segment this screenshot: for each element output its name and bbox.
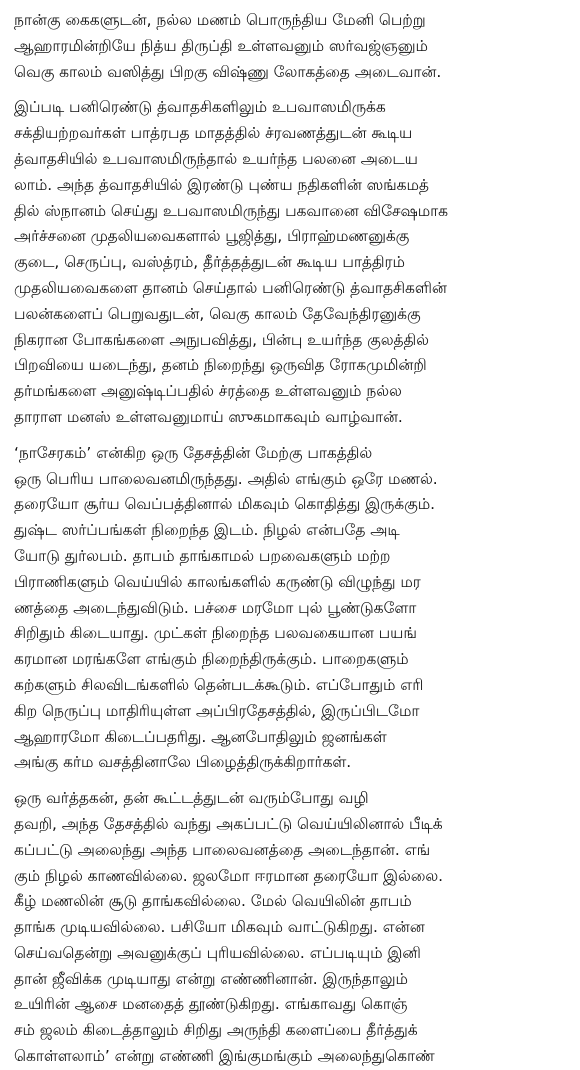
text-line: கொள்ளலாம்’ என்று எண்ணி இங்குமங்கும் அலைந்துகொண்: [14, 1047, 435, 1066]
paragraph-2: [14, 95, 570, 430]
text-line: கும் நிழல் காணவில்லை. ஜலமோ ஈரமான தரையோ இல்லை.: [14, 866, 444, 885]
text-line: த்வாதசியில் உபவாஸமிருந்தால் உயர்ந்த பலனை அடைய: [14, 149, 418, 168]
text-line: கப்பட்டு அலைந்து அந்த பாலைவனத்தை அடைந்தான். எங்: [14, 840, 431, 859]
text-line: தவறி, அந்த தேசத்தில் வந்து அகப்பட்டு வெய்யிலினால் பீடிக்: [14, 814, 443, 833]
text-line: இப்படி பனிரெண்டு த்வாதசிகளிலும் உபவாஸமிருக்க: [14, 98, 386, 117]
text-line: ஆஹாரமோ கிடைப்பதரிது. ஆனபோதிலும் ஜனங்கள்: [14, 727, 387, 746]
text-line: அர்ச்சனை முதலியவைகளால் பூஜித்து, பிராஹ்மணனுக்கு: [14, 227, 410, 246]
text-line: முதலியவைகளை தானம் செய்தால் பனிரெண்டு த்வாதசிகளின்: [14, 278, 447, 297]
text-line: கீழ் மணலின் சூடு தாங்கவில்லை. மேல் வெயிலின் தாபம்: [14, 892, 412, 911]
paragraph-3: [14, 441, 570, 776]
text-line: பிறவியை யடைந்து, தனம் நிறைந்து ஒருவித ரோகமுமின்றி: [14, 356, 427, 375]
text-line: தான் ஜீவிக்க முடியாது என்று எண்ணினான். இருந்தாலும்: [14, 969, 408, 988]
text-line: ணத்தை அடைந்துவிடும். பச்சை மரமோ புல் பூண்டுகளோ: [14, 598, 417, 617]
text-line: தாங்க முடியவில்லை. பசியோ மிகவும் வாட்டுகிறது. என்ன: [14, 918, 425, 937]
text-line: யோடு துர்லபம். தாபம் தாங்காமல் பறவைகளும் மற்ற: [14, 546, 391, 565]
text-line: லாம். அந்த த்வாதசியில் இரண்டு புண்ய நதிகளின் ஸங்கமத்: [14, 175, 429, 194]
text-line: கரமான மரங்களே எங்கும் நிறைந்திருக்கும். பாறைகளும்: [14, 650, 409, 669]
text-line: நிகரான போகங்களை அநுபவித்து, பின்பு உயர்ந்த குலத்தில்: [14, 330, 429, 349]
text-line: வெகு காலம் வஸித்து பிறகு விஷ்ணு லோகத்தை அடைவான்.: [14, 62, 442, 81]
text-line: தில் ஸ்நானம் செய்து உபவாஸமிருந்து பகவானை விசேஷமாக: [14, 201, 449, 220]
text-line: துஷ்ட ஸர்ப்பங்கள் நிறைந்த இடம். நிழல் என்பதே அடி: [14, 521, 400, 540]
text-line: உயிரின் ஆசை மனதைத் தூண்டுகிறது. எங்காவது கொஞ்: [14, 995, 408, 1014]
text-line: தர்மங்களை அனுஷ்டிப்பதில் ச்ரத்தை உள்ளவனும் நல்ல: [14, 382, 402, 401]
text-line: நான்கு கைகளுடன், நல்ல மணம் பொருந்திய மேனி பெற்று: [14, 11, 426, 29]
text-line: சக்தியற்றவர்கள் பாத்ரபத மாதத்தில் ச்ரவணத்துடன் கூடிய: [14, 124, 413, 143]
text-line: ‘நாசேரகம்’ என்கிற ஒரு தேசத்தின் மேற்கு பாகத்தில்: [14, 443, 373, 462]
text-line: சம் ஜலம் கிடைத்தாலும் சிறிது அருந்தி களைப்பை தீர்த்துக்: [14, 1021, 418, 1040]
text-line: அங்கு கர்ம வசத்தினாலே பிழைத்திருக்கிறார்கள்.: [14, 753, 352, 772]
text-line: குடை, செருப்பு, வஸ்த்ரம், தீர்த்தத்துடன் கூடிய பாத்திரம்: [14, 253, 405, 272]
text-line: பலன்களைப் பெறுவதுடன், வெகு காலம் தேவேந்திரனுக்கு: [14, 304, 421, 323]
text-line: சிறிதும் கிடையாது. முட்கள் நிறைந்த பலவகையான பயங்: [14, 624, 417, 643]
text-line: ஆஹாரமின்றியே நித்ய திருப்தி உள்ளவனும் ஸர்வஜ்ஞனும்: [14, 36, 428, 55]
text-line: கற்களும் சிலவிடங்களில் தென்படக்கூடும். எப்போதும் எரி: [14, 675, 424, 694]
text-line: கிற நெருப்பு மாதிரியுள்ள அப்பிரதேசத்தில், இருப்பிடமோ: [14, 701, 420, 720]
text-line: செய்வதென்று அவனுக்குப் புரியவில்லை. எப்படியும் இனி: [14, 943, 421, 962]
paragraph-1: [14, 8, 570, 85]
paragraph-4: [14, 786, 570, 1070]
text-line: ஒரு வர்த்தகன், தன் கூட்டத்துடன் வரும்போது வழி: [14, 789, 369, 808]
text-line: தாராள மனஸ் உள்ளவனுமாய் ஸுகமாகவும் வாழ்வான்.: [14, 407, 403, 426]
text-line: பிராணிகளும் வெய்யில் காலங்களில் கருண்டு விழுந்து மர: [14, 572, 421, 591]
text-line: ஒரு பெரிய பாலைவனமிருந்தது. அதில் எங்கும் ஒரே மணல்.: [14, 469, 438, 488]
text-line: தரையோ சூர்ய வெப்பத்தினால் மிகவும் கொதித்து இருக்கும்.: [14, 495, 436, 514]
